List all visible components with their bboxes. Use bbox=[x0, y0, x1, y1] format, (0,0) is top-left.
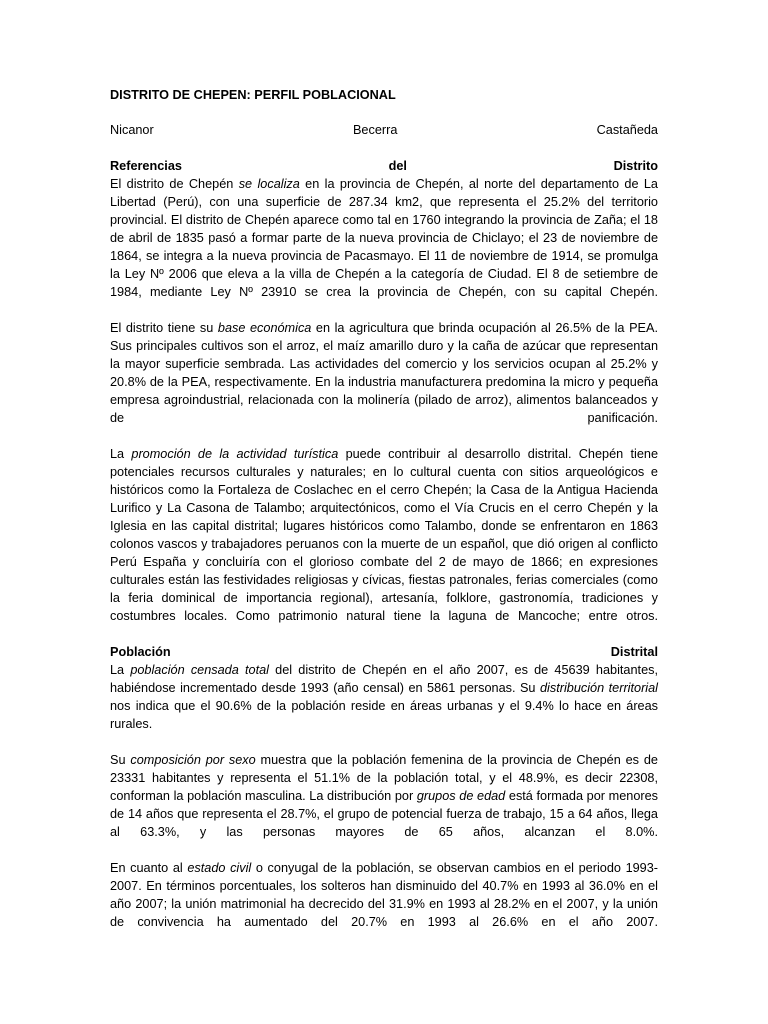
paragraph-estado-civil: En cuanto al estado civil o conyugal de la población, se observan cambios en el periodo 1993-2007. En términos porcentuales, los solteros han disminuido del 40.7% en 1993 al 36.0% en el año 2007; la unión matrimonial ha decrecido del 31.9% en 1993 al 28.2% en el 2007, y la unión de convivencia ha aumentado del 20.7% en 1993 al 26.6% en el año 2007. bbox=[110, 861, 659, 929]
document-body bbox=[110, 86, 658, 931]
paragraph-localizacion: El distrito de Chepén se localiza en la provincia de Chepén, al norte del departamento de La Libertad (Perú), con una superficie de 287.34 km2, que representa el 25.2% del territorio provincial. El distrito de Chepén aparece como tal en 1760 integrando la provincia de Zaña; el 18 de abril de 1835 pasó a formar parte de la nueva provincia de Chiclayo; el 23 de noviembre de 1864, se integra a la nueva provincia de Pacasmayo. El 11 de noviembre de 1914, se promulga la Ley Nº 2006 que eleva a la villa de Chepén a la categoría de Ciudad. El 8 de setiembre de 1984, mediante Ley Nº 23910 se crea la provincia de Chepén, con su capital Chepén. bbox=[110, 177, 658, 299]
document-title: DISTRITO DE CHEPEN: PERFIL POBLACIONAL bbox=[110, 88, 396, 102]
author-middle-name: Becerra bbox=[352, 123, 398, 137]
paragraph-poblacion-censada: La población censada total del distrito de Chepén en el año 2007, es de 45639 habitantes, habiéndose incrementado desde 1993 (año censal) en 5861 personas. Su distribución territorial nos indica que el 90.6% de la población reside en áreas urbanas y el 9.4% lo hace en áreas rurales. bbox=[110, 663, 658, 731]
author-line bbox=[110, 121, 658, 139]
paragraph-composicion-sexo: Su composición por sexo muestra que la población femenina de la provincia de Chepén es de 23331 habitantes y representa el 51.1% de la población total, y el 48.9%, es decir 22308, conforman la población masculina. La distribución por grupos de edad está formada por menores de 14 años que representa el 28.7%, el grupo de potencial fuerza de trabajo, 15 a 64 años, llega al 63.3%, y las personas mayores de 65 años, alcanzan el 8.0%. bbox=[110, 753, 659, 839]
author-first-name: Nicanor bbox=[110, 123, 154, 137]
author-last-name: Castañeda bbox=[596, 123, 658, 137]
section-heading-referencias: Referencias del Distrito bbox=[110, 159, 658, 173]
section-heading-poblacion: Población Distrital bbox=[110, 645, 658, 659]
paragraph-base-economica: El distrito tiene su base económica en la agricultura que brinda ocupación al 26.5% de la PEA. Sus principales cultivos son el arroz, el maíz amarillo duro y la caña de azúcar que representan la mayor superficie sembrada. Las actividades del comercio y los servicios ocupan al 25.2% y 20.8% de la PEA, respectivamente. En la industria manufacturera predomina la micro y pequeña empresa agroindustrial, relacionada con la molinería (pilado de arroz), alimentos balanceados y de panificación. bbox=[110, 321, 658, 425]
paragraph-turismo: La promoción de la actividad turística puede contribuir al desarrollo distrital. Chepén tiene potenciales recursos culturales y naturales; en lo cultural cuenta con sitios arqueológicos e históricos como la Fortaleza de Coslachec en el cerro Chepén; la Casa de la Antigua Hacienda Lurifico y La Casona de Talambo; arquitectónicos, como el Vía Crucis en el cerro Chepén y la Iglesia en las capital distrital; lugares históricos como Talambo, donde se enfrentaron en 1863 colonos vascos y trabajadores peruanos con la muerte de un español, que dió origen al conflicto Perú España y concluiría con el glorioso combate del 2 de mayo de 1866; en expresiones culturales están las festividades religiosas y cívicas, fiestas patronales, ferias comerciales (como la feria dominical de importancia regional), artesanía, folklore, gastronomía, tradiciones y costumbres locales. Como patrimonio natural tiene la laguna de Mancoche; entre otros. bbox=[110, 447, 658, 623]
